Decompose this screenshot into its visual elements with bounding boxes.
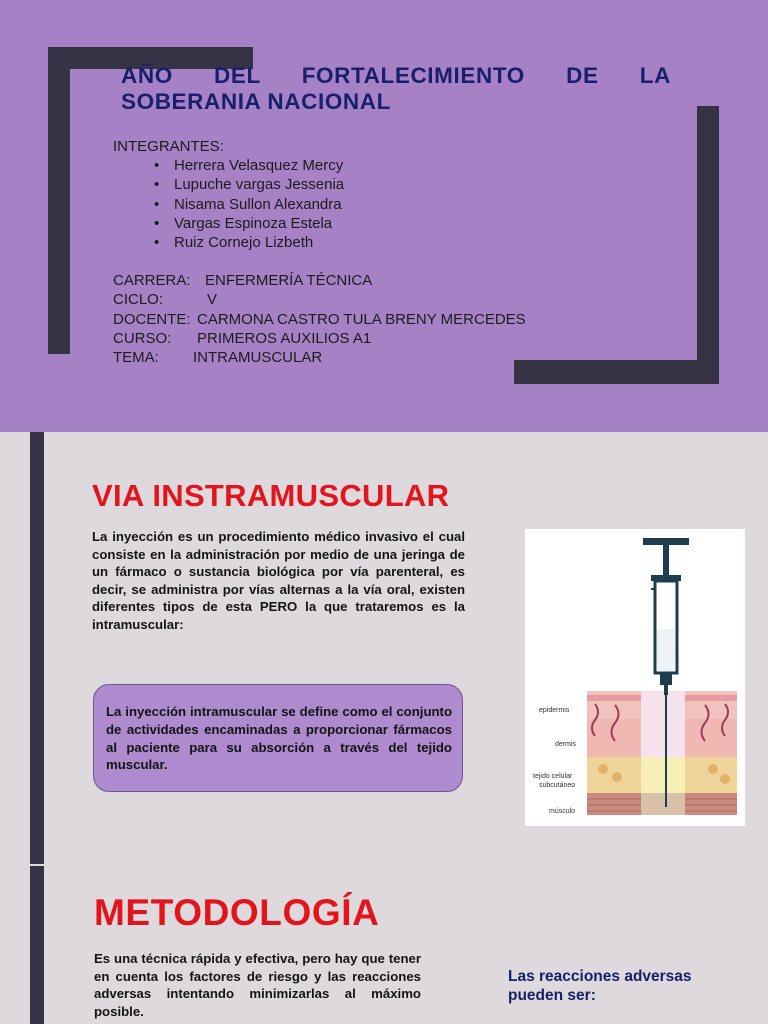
slide-title: AÑO DEL FORTALECIMIENTO DE LA SOBERANIA NACIONAL [121,63,671,114]
label-epidermis: epidermis [539,707,570,714]
detail-key: CICLO: [113,291,164,309]
adverse-reactions-heading: Las reacciones adversas pueden ser: [508,968,692,1004]
integrantes-label: INTEGRANTES: [113,138,224,155]
detail-value: ENFERMERÍA TÉCNICA [205,272,373,290]
content-slide [0,432,768,1024]
detail-docente [113,310,526,329]
heading-metodologia: METODOLOGÍA [94,892,380,933]
heading-via-intramuscular: VIA INSTRAMUSCULAR [92,478,450,513]
detail-key: TEMA: [113,349,159,367]
detail-key: CURSO: [113,329,172,347]
side-bar-gap [30,864,44,866]
detail-curso [113,329,526,348]
intro-paragraph: La inyección es un procedimiento médico invasivo el cual consiste en la administración por medio de una jeringa de un fármaco o sustancia biológica por vía parenteral, es decir, se administra por vías alternas a la vía oral, existen diferentes tipos de esta PERO la que trataremos es la intramuscular: [92,529,465,632]
student-info [113,137,526,367]
detail-value: CARMONA CASTRO TULA BRENY MERCEDES [197,310,526,328]
detail-value: V [207,291,218,309]
detail-carrera [113,271,526,290]
members-list [113,156,526,252]
member-item: • Lupuche vargas Jessenia [154,175,526,194]
title-slide [0,0,768,432]
detail-key: CARRERA: [113,272,191,290]
member-item: • Herrera Velasquez Mercy [154,156,526,175]
label-musculo: músculo [549,808,576,815]
label-subcutaneo: subcutáneo [539,782,576,789]
detail-tema [113,348,526,367]
member-item: • Vargas Espinoza Estela [154,214,526,233]
detail-ciclo [113,290,526,309]
frame-bracket-right-vertical [697,106,719,384]
frame-bracket-right-horizontal [514,360,719,384]
detail-key: DOCENTE: [113,310,191,328]
member-item: • Nisama Sullon Alexandra [154,195,526,214]
frame-bracket-left-vertical [48,47,70,354]
detail-value: INTRAMUSCULAR [193,349,323,367]
label-tejido-celular: tejido celular [533,773,573,780]
method-paragraph: Es una técnica rápida y efectiva, pero hay que tener en cuenta los factores de riesgo y las reacciones adversas intentando minimizarlas al máximo posible. [94,951,421,1019]
member-item: • Ruiz Cornejo Lizbeth [154,233,526,252]
side-accent-bar [30,432,44,1024]
syringe-skin-layers-illustration [525,529,745,826]
detail-value: PRIMEROS AUXILIOS A1 [197,329,372,347]
definition-text: La inyección intramuscular se define como el conjunto de actividades encaminadas a proporcionar fármacos al paciente para su absorción a través del tejido muscular. [106,704,452,773]
label-dermis: dermis [555,741,577,748]
definition-callout [93,684,463,792]
